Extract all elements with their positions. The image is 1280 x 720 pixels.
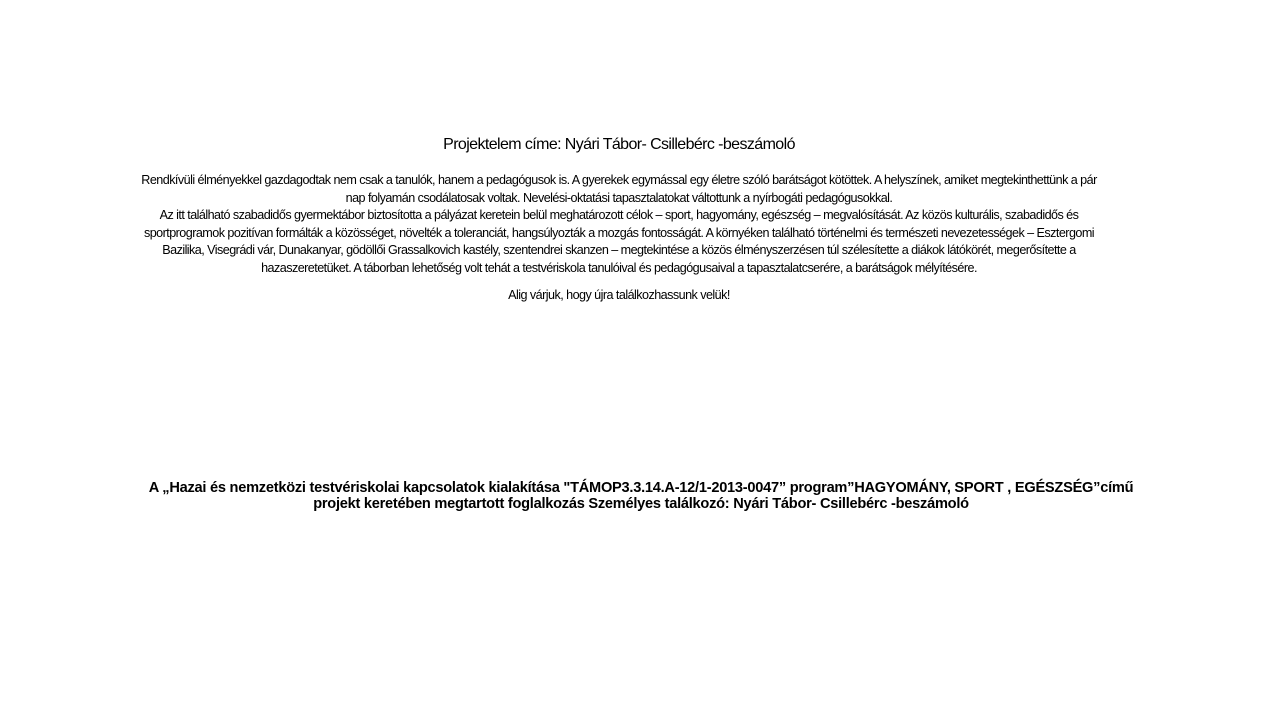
slide-title: Projektelem címe: Nyári Tábor- Csillebérc -beszámoló (443, 136, 795, 153)
body-paragraph-experiences: Rendkívüli élményekkel gazdagodtak nem csak a tanulók, hanem a pedagógusok is. A gyerekek egymással egy életre szóló barátságot kötöttek. A helyszínek, amiket megtekinthettünk a pár nap folyamán csodálatosak voltak. Nevelési-oktatási tapasztalatokat váltottunk a nyírbogáti pedagógusokkal. (141, 173, 1097, 205)
project-footer: A „Hazai és nemzetközi testvériskolai kapcsolatok kialakítása "TÁMOP3.3.14.A-12/1-2013-0047” program”HAGYOMÁNY, SPORT , EGÉSZSÉG”című projekt keretében megtartott foglalkozás Személyes találkozó: Nyári Tábor- Csillebérc -beszámoló (148, 480, 1134, 512)
paragraph-spacer (140, 277, 1098, 287)
slide-body (140, 172, 1098, 305)
closing-sentence: Alig várjuk, hogy újra találkozhassunk velük! (508, 288, 730, 302)
body-paragraph-camp: Az itt található szabadidős gyermektábor biztosította a pályázat keretein belül meghatározott célok – sport, hagyomány, egészség – megvalósítását. Az közös kulturális, szabadidős és sportprogramok pozitívan formálták a közösséget, növelték a toleranciát, hangsúlyozták a mozgás fontosságát. A környéken található történelmi és természeti nevezetességek – Esztergomi Bazilika, Visegrádi vár, Dunakanyar, gödöllői Grassalkovich kastély, szentendrei skanzen – megtekintése a közös élményszerzésen túl szélesítette a diákok látókörét, megerősítette a hazaszeretetüket. A táborban lehetőség volt tehát a testvériskola tanulóival és pedagógusaival a tapasztalatcserére, a barátságok mélyítésére. (143, 208, 1095, 275)
